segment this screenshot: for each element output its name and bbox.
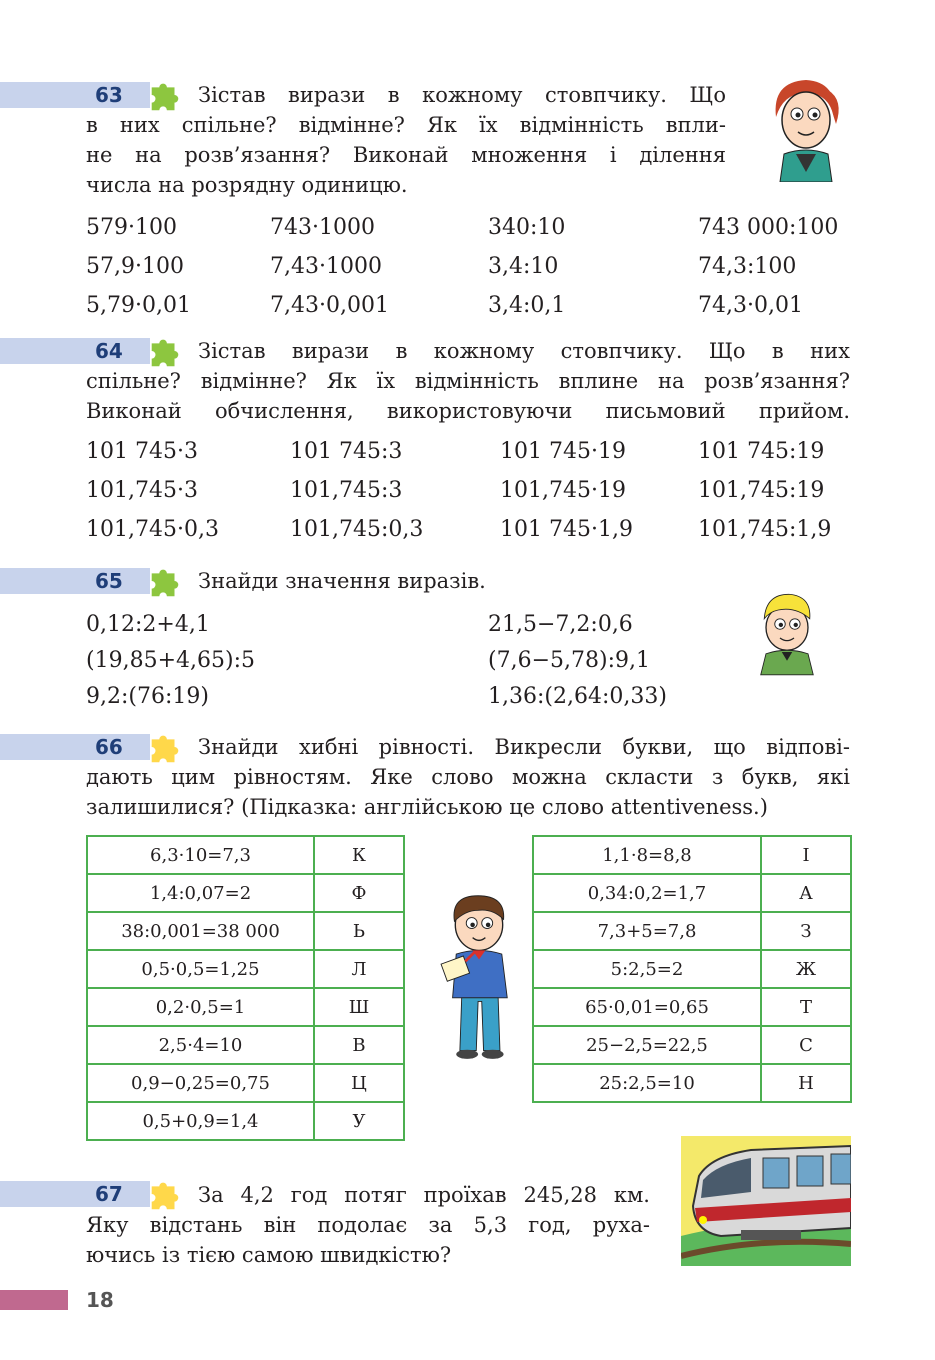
table-row [533,912,851,950]
ex65-text [198,566,698,596]
letter-cell[interactable]: І [761,836,851,874]
ex64-line: Виконай обчислення, використовуючи письмовий прийом. [86,399,850,423]
equation-cell: 38:0,001=38 000 [87,912,314,950]
letter-cell[interactable]: Ф [314,874,404,912]
table-row [87,1102,404,1140]
letter-cell[interactable]: Ц [314,1064,404,1102]
train-illustration [681,1136,851,1266]
ex66-line: залишилися? (Підказка: англійською це слово attentiveness.) [86,795,768,819]
boy-with-notebook-illustration [438,880,520,1070]
ex63-expr: 7,43·0,001 [270,293,389,318]
page-number: 18 [86,1288,114,1312]
equation-cell: 1,4:0,07=2 [87,874,314,912]
ex63-line: в них спільне? відмінне? Як їх відмінність впли- [86,113,726,137]
ex63-line: Зістав вирази в кожному стовпчику. Що [198,83,726,107]
table-row [533,950,851,988]
ex63-line: не на розв’язання? Виконай множення і ділення [86,143,726,167]
table-row [87,1026,404,1064]
ex66-line: дають цим рівностям. Яке слово можна скласти з букв, які [86,765,850,789]
ex63-number: 63 [95,83,123,107]
ex64-expr: 101,745:19 [698,478,825,503]
ex63-expr: 5,79·0,01 [86,293,191,318]
ex66-line: Знайди хибні рівності. Викресли букви, що відпові- [198,735,850,759]
ex64-expr: 101 745·1,9 [500,517,633,542]
letter-cell[interactable]: Ш [314,988,404,1026]
letter-cell[interactable]: А [761,874,851,912]
girl-illustration [766,72,846,182]
ex63-expr: 3,4:10 [488,254,559,279]
table-row [87,874,404,912]
ex64-expr: 101,745:3 [290,478,403,503]
ex66-number: 66 [95,735,123,759]
equation-cell: 5:2,5=2 [533,950,761,988]
equation-cell: 25:2,5=10 [533,1064,761,1102]
equation-cell: 65·0,01=0,65 [533,988,761,1026]
letter-cell[interactable]: Л [314,950,404,988]
equation-cell: 0,5·0,5=1,25 [87,950,314,988]
ex63-text [86,80,726,200]
equation-cell: 2,5·4=10 [87,1026,314,1064]
table-row [533,1064,851,1102]
ex64-expr: 101 745·3 [86,439,198,464]
ex64-line: спільне? відмінне? Як їх відмінність вплине на розв’язання? [86,369,850,393]
ex67-line: Яку відстань він подолає за 5,3 год, руха- [86,1213,650,1237]
table-row [87,836,404,874]
letter-cell[interactable]: Н [761,1064,851,1102]
table-row [87,912,404,950]
ex63-expr: 7,43·1000 [270,254,382,279]
ex63-expr: 743 000:100 [698,215,839,240]
ex64-expr: 101 745:19 [698,439,825,464]
letter-cell[interactable]: С [761,1026,851,1064]
ex63-expr: 3,4:0,1 [488,293,566,318]
equation-cell: 0,5+0,9=1,4 [87,1102,314,1140]
ex65-expr: (7,6−5,78):9,1 [488,648,650,673]
ex67-text [86,1180,650,1270]
ex65-expr: 1,36:(2,64:0,33) [488,684,667,709]
ex64-expr: 101,745·0,3 [86,517,219,542]
green-puzzle-icon [146,562,184,600]
letter-cell[interactable]: З [761,912,851,950]
table-row [87,950,404,988]
equation-cell: 25−2,5=22,5 [533,1026,761,1064]
table-row [533,874,851,912]
ex63-expr: 743·1000 [270,215,375,240]
ex63-expr: 74,3:100 [698,254,797,279]
letter-cell[interactable]: У [314,1102,404,1140]
ex64-expr: 101,745:1,9 [698,517,832,542]
letter-cell[interactable]: В [314,1026,404,1064]
ex67-number: 67 [95,1182,123,1206]
ex66-text [86,732,850,822]
table-row [533,1026,851,1064]
ex63-expr: 74,3·0,01 [698,293,803,318]
equation-cell: 0,34:0,2=1,7 [533,874,761,912]
table-row [87,1064,404,1102]
page-number-bar [0,1290,68,1310]
ex64-expr: 101 745·19 [500,439,626,464]
ex63-expr: 57,9·100 [86,254,184,279]
ex63-expr: 340:10 [488,215,566,240]
equation-cell: 6,3·10=7,3 [87,836,314,874]
ex67-line: ючись із тією самою швидкістю? [86,1243,452,1267]
boy-illustration [752,582,822,680]
ex64-text [86,336,850,426]
equation-cell: 0,2·0,5=1 [87,988,314,1026]
ex65-expr: 21,5−7,2:0,6 [488,612,633,637]
ex64-line: Зістав вирази в кожному стовпчику. Що в них [198,339,850,363]
ex64-expr: 101,745·19 [500,478,626,503]
ex65-number: 65 [95,569,123,593]
letter-cell[interactable]: К [314,836,404,874]
ex67-line: За 4,2 год потяг проїхав 245,28 км. [198,1183,650,1207]
ex64-expr: 101 745:3 [290,439,403,464]
letter-cell[interactable]: Ж [761,950,851,988]
ex63-expr: 579·100 [86,215,177,240]
ex65-line: Знайди значення виразів. [198,569,486,593]
letter-cell[interactable]: Ь [314,912,404,950]
ex65-expr: 9,2:(76:19) [86,684,209,709]
ex64-expr: 101,745:0,3 [290,517,424,542]
equation-cell: 1,1·8=8,8 [533,836,761,874]
ex63-line: числа на розрядну одиницю. [86,173,408,197]
ex64-expr: 101,745·3 [86,478,198,503]
table-row [533,836,851,874]
equations-table-left [86,835,405,1141]
ex65-expr: (19,85+4,65):5 [86,648,255,673]
ex65-number-band [0,568,150,594]
ex64-number: 64 [95,339,123,363]
table-row [533,988,851,1026]
equation-cell: 0,9−0,25=0,75 [87,1064,314,1102]
letter-cell[interactable]: Т [761,988,851,1026]
equation-cell: 7,3+5=7,8 [533,912,761,950]
equations-table-right [532,835,852,1103]
table-row [87,988,404,1026]
ex65-expr: 0,12:2+4,1 [86,612,210,637]
